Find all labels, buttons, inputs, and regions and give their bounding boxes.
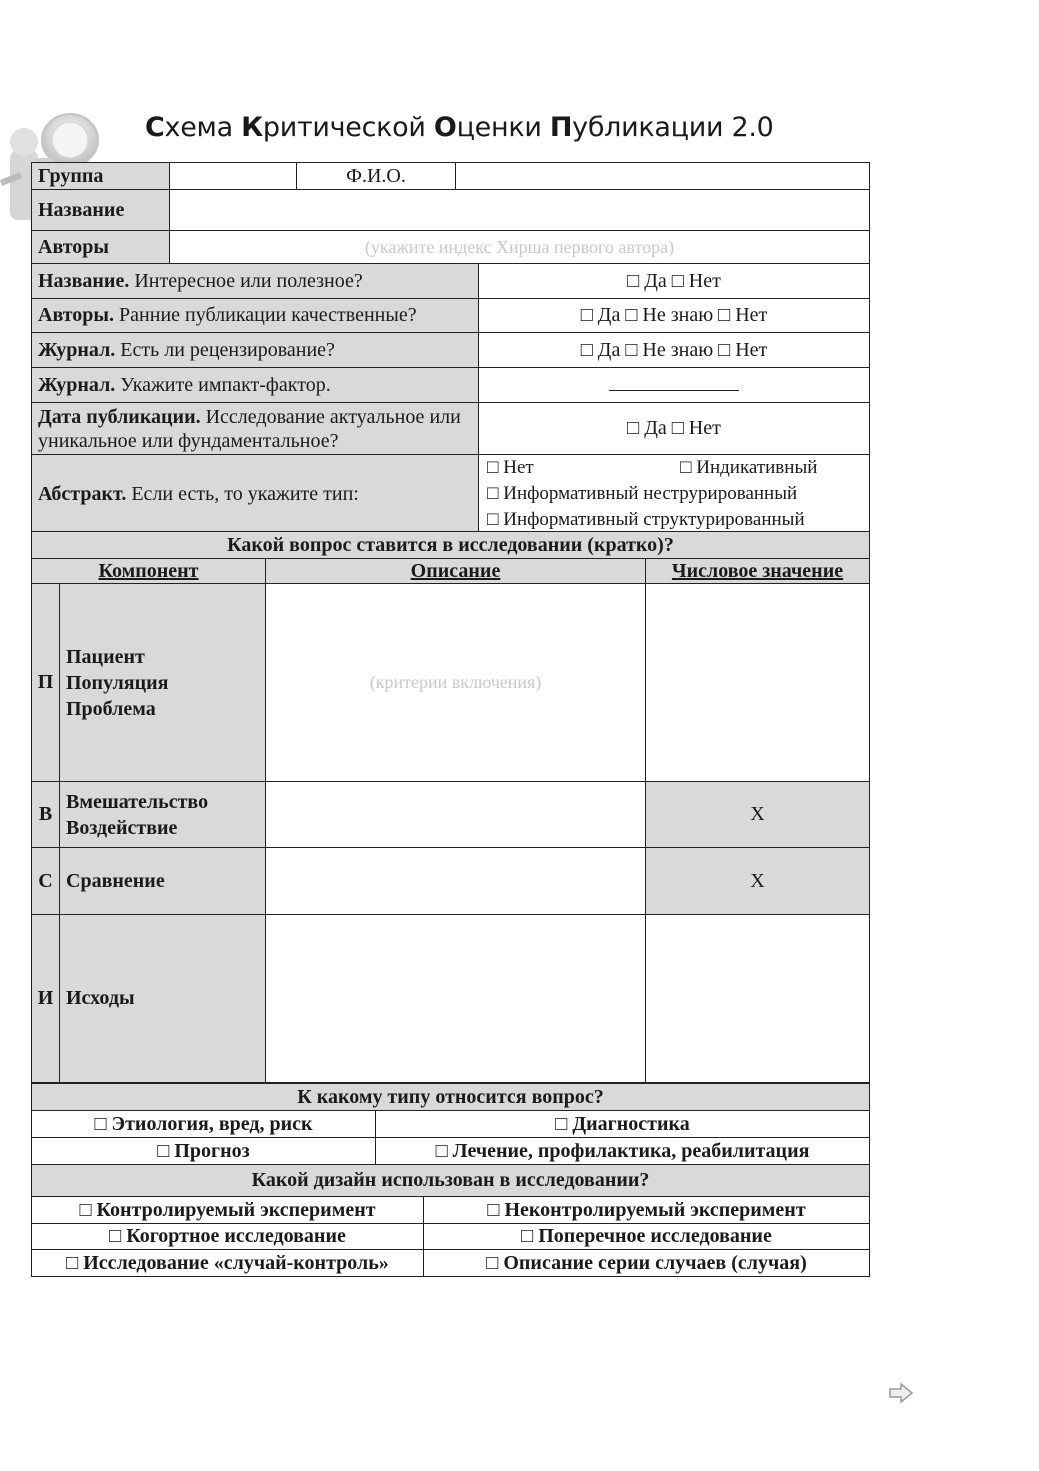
- pico-value-patient[interactable]: [646, 584, 870, 782]
- pico-desc-outcomes[interactable]: [266, 915, 646, 1083]
- question-authors-quality: [32, 299, 479, 333]
- question-text: Ранние публикации качественные?: [114, 304, 417, 326]
- group-label: Группа: [32, 163, 170, 190]
- pico-label-intervention: Вмешательство Воздействие: [60, 782, 266, 848]
- pico-letter-i: В: [32, 782, 60, 848]
- abstract-indicative-option[interactable]: □ Индикативный: [680, 457, 818, 478]
- question-type-table: [31, 1083, 870, 1165]
- evaluation-header-table: [31, 162, 870, 534]
- type-diagnostics-option[interactable]: □ Диагностика: [376, 1111, 870, 1138]
- answer-yes-unknown-no[interactable]: □ Да □ Не знаю □ Нет: [479, 333, 870, 368]
- design-heading: Какой дизайн использован в исследовании?: [32, 1165, 870, 1197]
- impact-factor-line: [609, 376, 739, 391]
- authors-label: Авторы: [32, 231, 170, 264]
- question-publication-date: [32, 403, 479, 455]
- type-prognosis-option[interactable]: □ Прогноз: [32, 1138, 376, 1165]
- answer-yes-unknown-no[interactable]: □ Да □ Не знаю □ Нет: [479, 299, 870, 333]
- title-cap-4: П: [549, 112, 573, 143]
- title-cap-3: О: [433, 112, 457, 143]
- question-abstract: [32, 455, 479, 534]
- design-uncontrolled-option[interactable]: □ Неконтролируемый эксперимент: [424, 1197, 870, 1224]
- question-text: Интересное или полезное?: [129, 269, 363, 292]
- pico-letter-c: С: [32, 848, 60, 915]
- question-title-interest: [32, 264, 479, 299]
- question-impact-factor: [32, 368, 479, 403]
- abstract-options: [479, 455, 870, 534]
- col-description-header: Описание: [266, 559, 646, 584]
- question-journal-review: [32, 333, 479, 368]
- title-cap-2: К: [241, 112, 263, 143]
- type-etiology-option[interactable]: □ Этиология, вред, риск: [32, 1111, 376, 1138]
- question-text: Есть ли рецензирование?: [115, 338, 335, 361]
- title-rest-1: хема: [164, 112, 242, 143]
- abstract-none-option[interactable]: □ Нет: [487, 457, 534, 478]
- design-controlled-option[interactable]: □ Контролируемый эксперимент: [32, 1197, 424, 1224]
- fio-label: Ф.И.О.: [297, 163, 456, 190]
- question-bold: Дата публикации.: [38, 405, 201, 428]
- abstract-structured-option[interactable]: □ Информативный структурированный: [487, 509, 805, 530]
- pico-value-outcomes[interactable]: [646, 915, 870, 1083]
- design-cohort-option[interactable]: □ Когортное исследование: [32, 1224, 424, 1250]
- design-case-control-option[interactable]: □ Исследование «случай-контроль»: [32, 1250, 424, 1277]
- design-case-series-option[interactable]: □ Описание серии случаев (случая): [424, 1250, 870, 1277]
- design-table: [31, 1164, 870, 1277]
- pico-table: [31, 531, 870, 1083]
- answer-yes-no[interactable]: □ Да □ Нет: [479, 264, 870, 299]
- col-value-header: Числовое значение: [646, 559, 870, 584]
- page-title: [145, 112, 774, 143]
- pico-value-comparison: X: [646, 848, 870, 915]
- answer-yes-no[interactable]: □ Да □ Нет: [479, 403, 870, 455]
- question-text: Если есть, то укажите тип:: [126, 482, 359, 505]
- title-label: Название: [32, 190, 170, 231]
- design-cross-sectional-option[interactable]: □ Поперечное исследование: [424, 1224, 870, 1250]
- pico-value-intervention: X: [646, 782, 870, 848]
- abstract-unstructured-option[interactable]: □ Информативный неструрированный: [487, 483, 798, 504]
- question-text: Исследование актуальное или уникальное или фундаментальное?: [38, 405, 461, 452]
- title-rest-3: ценки: [456, 112, 550, 143]
- pico-desc-comparison[interactable]: [266, 848, 646, 915]
- pico-letter-p: П: [32, 584, 60, 782]
- fio-field[interactable]: [456, 163, 870, 190]
- title-cap-1: С: [145, 112, 165, 143]
- col-component-header: Компонент: [32, 559, 266, 584]
- pico-desc-intervention[interactable]: [266, 782, 646, 848]
- title-field[interactable]: [170, 190, 870, 231]
- question-bold: Название.: [38, 269, 130, 292]
- question-bold: Абстракт.: [38, 482, 127, 505]
- question-bold: Журнал.: [38, 373, 116, 396]
- pico-label-outcomes: Исходы: [60, 915, 266, 1083]
- pico-desc-patient[interactable]: (критерии включения): [266, 584, 646, 782]
- question-type-heading: К какому типу относится вопрос?: [32, 1084, 870, 1111]
- pico-label-comparison: Сравнение: [60, 848, 266, 915]
- type-treatment-option[interactable]: □ Лечение, профилактика, реабилитация: [376, 1138, 870, 1165]
- authors-field[interactable]: (укажите индекс Хирша первого автора): [170, 231, 870, 264]
- abstract-options-row-1: [487, 455, 869, 481]
- question-bold: Авторы.: [38, 304, 115, 326]
- group-field[interactable]: [170, 163, 297, 190]
- pico-letter-o: И: [32, 915, 60, 1083]
- title-rest-2: ритической: [262, 112, 434, 143]
- pico-heading: Какой вопрос ставится в исследовании (кратко)?: [32, 532, 870, 559]
- pico-label-patient: Пациент Популяция Проблема: [60, 584, 266, 782]
- question-bold: Журнал.: [38, 338, 116, 361]
- question-text: Укажите импакт-фактор.: [115, 373, 331, 396]
- impact-factor-field[interactable]: [479, 368, 870, 403]
- title-rest-4: убликации 2.0: [572, 112, 774, 143]
- next-page-arrow-icon[interactable]: [888, 1382, 914, 1404]
